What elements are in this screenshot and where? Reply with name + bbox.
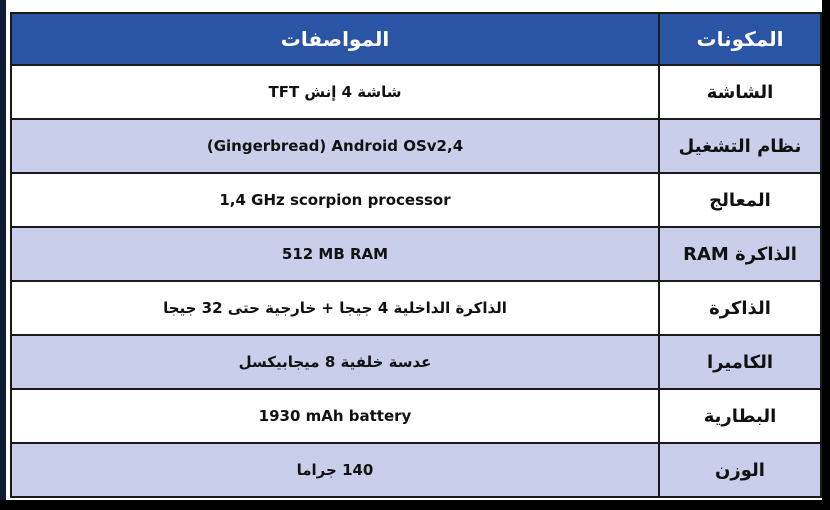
spec-cell: عدسة خلفية 8 ميجابيكسل [11,335,659,389]
bottom-edge-bar [0,500,830,510]
header-components: المكونات [659,13,821,65]
spec-cell: الذاكرة الداخلية 4 جيجا + خارجية حتى 32 جيجا [11,281,659,335]
specifications-table [10,12,822,498]
table-row [11,227,821,281]
spec-cell: 512 MB RAM [11,227,659,281]
right-edge-bar [822,0,830,510]
table-header-row [11,13,821,65]
component-cell: الشاشة [659,65,821,119]
spec-cell: 1,4 GHz scorpion processor [11,173,659,227]
component-cell: البطارية [659,389,821,443]
component-cell: نظام التشغيل [659,119,821,173]
component-cell: الذاكرة [659,281,821,335]
left-edge-bar [0,0,6,510]
spec-cell: 1930 mAh battery [11,389,659,443]
table-row [11,443,821,497]
table-row [11,119,821,173]
table-row [11,65,821,119]
header-specifications: المواصفات [11,13,659,65]
table-row [11,173,821,227]
component-cell: الوزن [659,443,821,497]
spec-cell: 140 جراما [11,443,659,497]
table-row [11,389,821,443]
table-row [11,335,821,389]
spec-cell: (Gingerbread) Android OSv2,4 [11,119,659,173]
component-cell: الذاكرة RAM [659,227,821,281]
component-cell: المعالج [659,173,821,227]
spec-cell: شاشة 4 إنش TFT [11,65,659,119]
component-cell: الكاميرا [659,335,821,389]
table-row [11,281,821,335]
